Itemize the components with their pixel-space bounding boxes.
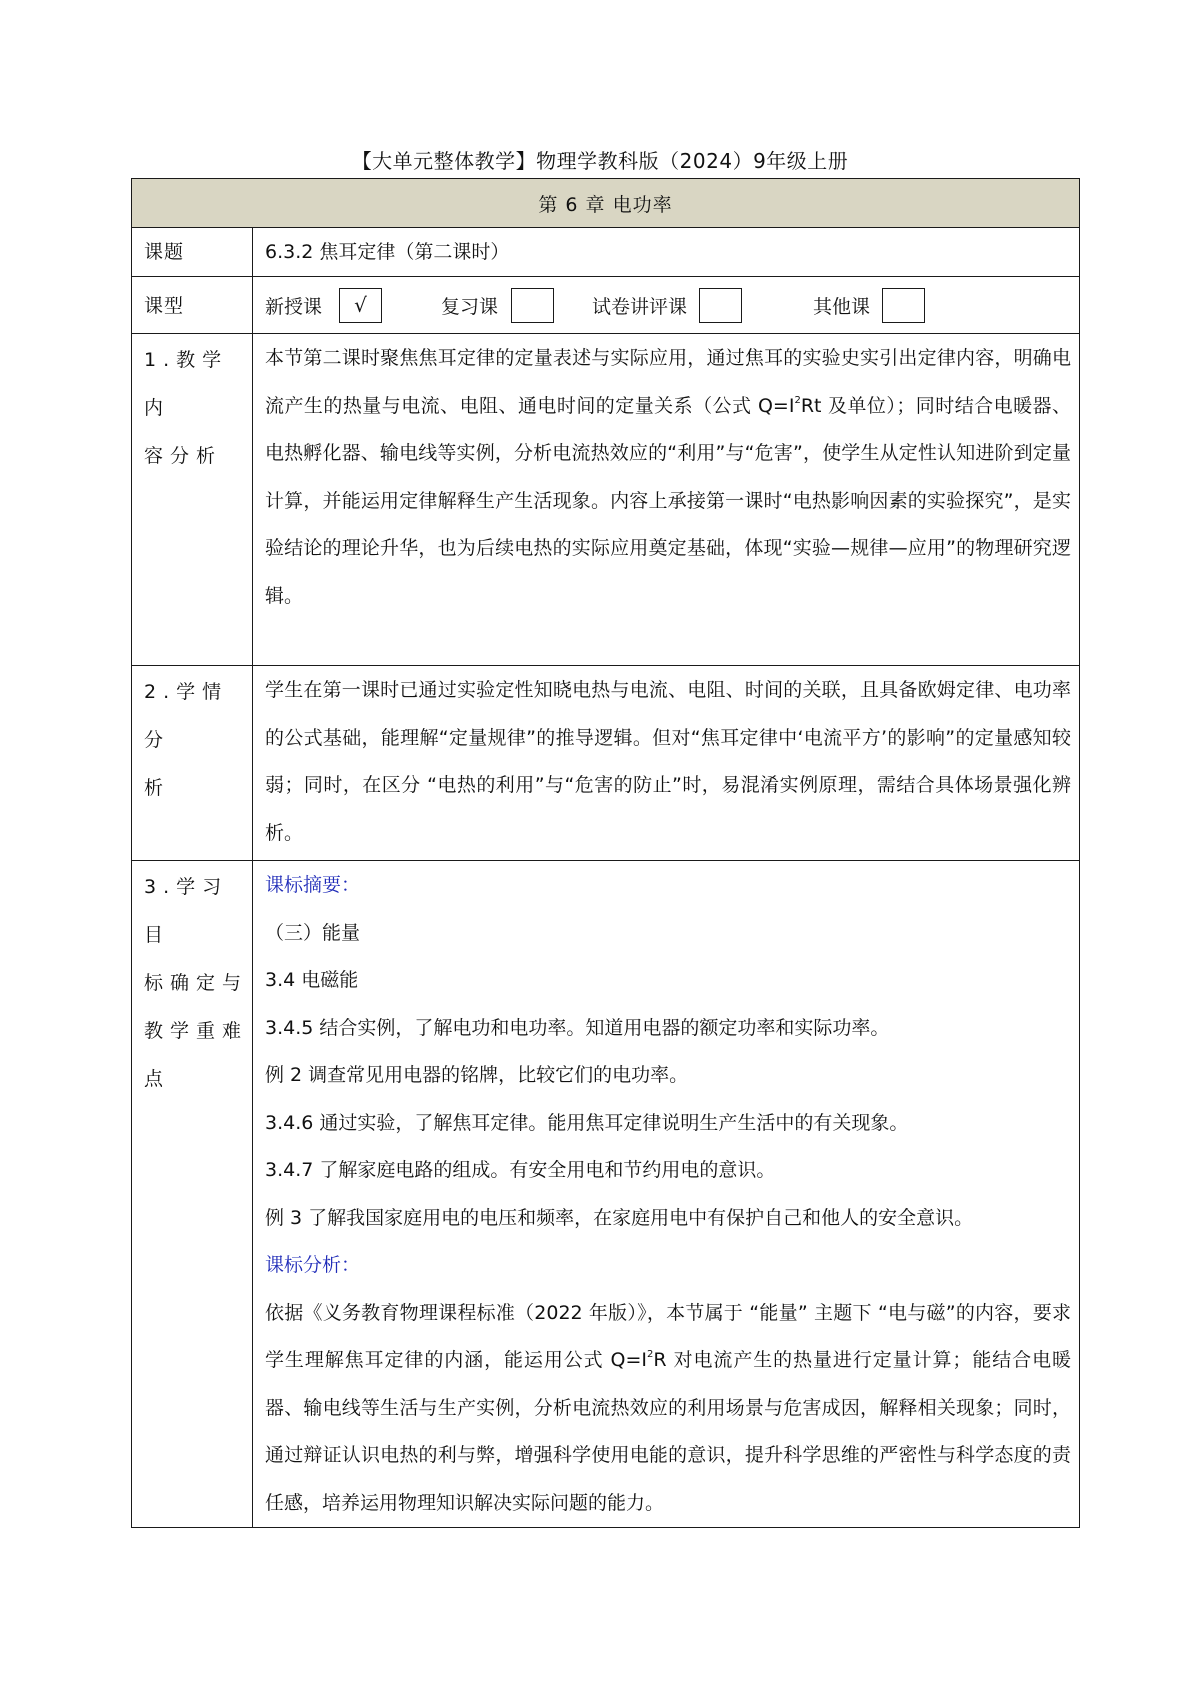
lesson-type-option-new[interactable] (265, 288, 382, 323)
standard-line: 3.4 电磁能 (265, 969, 359, 991)
lesson-type-option-other[interactable] (813, 288, 925, 323)
checkbox-exam-review[interactable] (699, 288, 742, 323)
option-label-new: 新授课 (265, 295, 323, 318)
chapter-row (132, 179, 1080, 228)
content-analysis-text-part: Rt 及单位）；同时结合电暖器、电热孵化器、输电线等实例，分析电流热效应的“利用”与“危害”，使学生从定性认知进阶到定量计算，并能运用定律解释生产生活现象。内容上承接第一课时“电热影响因素的实验探究”，是实验结论的理论升华，也为后续电热的实际应用奠定基础，体现“实验—规律—应用”的物理研究逻辑。 (265, 394, 1071, 607)
student-analysis-paragraph: 学生在第一课时已通过实验定性知晓电热与电流、电阻、时间的关联，且具备欧姆定律、电功率的公式基础，能理解“定量规律”的推导逻辑。但对“焦耳定律中‘电流平方’的影响”的定量感知较弱；同时，在区分 “电热的利用”与“危害的防止”时，易混淆实例原理，需结合具体场景强化辨析。 (265, 679, 1071, 844)
topic-label: 课题 (132, 228, 253, 277)
objectives-label-line: 3.学习目 (144, 876, 229, 946)
checkbox-new[interactable]: √ (339, 288, 382, 323)
document-title: 【大单元整体教学】物理学教科版（2024）9年级上册 (351, 149, 849, 173)
option-label-exam-review: 试卷讲评课 (592, 295, 688, 318)
content-analysis-label (132, 334, 253, 666)
topic-value: 6.3.2 焦耳定律（第二课时） (253, 228, 1080, 277)
standard-line: 例 2 调查常见用电器的铭牌，比较它们的电功率。 (265, 1064, 689, 1086)
lesson-type-options (253, 277, 1080, 334)
objectives-row (132, 861, 1080, 1528)
lesson-type-option-exam-review[interactable] (592, 288, 742, 323)
superscript-2: 2 (647, 1349, 654, 1360)
standard-line: 3.4.5 结合实例，了解电功和电功率。知道用电器的额定功率和实际功率。 (265, 1016, 890, 1039)
option-label-review: 复习课 (441, 295, 499, 318)
student-analysis-text (253, 666, 1080, 861)
content-analysis-text (253, 334, 1080, 666)
lesson-plan-table (131, 178, 1080, 1528)
lesson-type-option-review[interactable] (441, 288, 554, 323)
objectives-content (253, 861, 1080, 1528)
objectives-label (132, 861, 253, 1528)
superscript-2: 2 (794, 394, 801, 406)
checkbox-other[interactable] (882, 288, 925, 323)
student-analysis-row (132, 666, 1080, 861)
objectives-label-line: 点 (144, 1068, 171, 1090)
standard-line: 3.4.7 了解家庭电路的组成。有安全用电和节约用电的意识。 (265, 1159, 776, 1181)
standard-analysis-text-part: 依据《义务教育物理课程标准（2022 年版）》，本节属于 “能量” 主题下 “电与磁”的内容，要求学生理解焦耳定律的内涵，能运用公式 Q=I (265, 1301, 1071, 1371)
topic-row (132, 228, 1080, 277)
standard-analysis-heading: 课标分析： (265, 1254, 361, 1276)
student-analysis-label-line: 析 (144, 777, 171, 799)
option-label-other: 其他课 (813, 295, 871, 318)
standard-analysis-paragraph (265, 1290, 1071, 1528)
standard-analysis-text-part: R 对电流产生的热量进行定量计算；能结合电暖器、输电线等生活与生产实例，分析电流热效应的利用场景与危害成因，解释相关现象；同时，通过辩证认识电热的利与弊，增强科学使用电能的意识，提升科学思维的严密性与科学态度的责任感，培养运用物理知识解决实际问题的能力。 (265, 1349, 1071, 1514)
content-analysis-label-line: 容分析 (144, 445, 223, 467)
standard-line: （三）能量 (265, 921, 361, 944)
content-analysis-row (132, 334, 1080, 666)
standard-line: 例 3 了解我国家庭用电的电压和频率，在家庭用电中有保护自己和他人的安全意识。 (265, 1206, 974, 1229)
content-analysis-text-part: 本节第二课时聚焦焦耳定律的定量表述与实际应用，通过焦耳的实验史实引出定律内容，明确电流产生的热量与电流、电阻、通电时间的定量关系（公式 Q=I (265, 347, 1071, 417)
student-analysis-label-line: 2.学情分 (144, 681, 229, 751)
checkbox-review[interactable] (511, 288, 554, 323)
objectives-label-line: 教学重难 (144, 1020, 249, 1042)
standard-line: 3.4.6 通过实验，了解焦耳定律。能用焦耳定律说明生产生活中的有关现象。 (265, 1111, 909, 1134)
student-analysis-label (132, 666, 253, 861)
objectives-label-line: 标确定与 (144, 972, 249, 994)
lesson-type-label: 课型 (132, 277, 253, 334)
standard-summary-heading: 课标摘要： (265, 874, 361, 896)
chapter-title: 第 6 章 电功率 (132, 179, 1080, 228)
content-analysis-label-line: 1.教学内 (144, 349, 229, 419)
lesson-type-row (132, 277, 1080, 334)
